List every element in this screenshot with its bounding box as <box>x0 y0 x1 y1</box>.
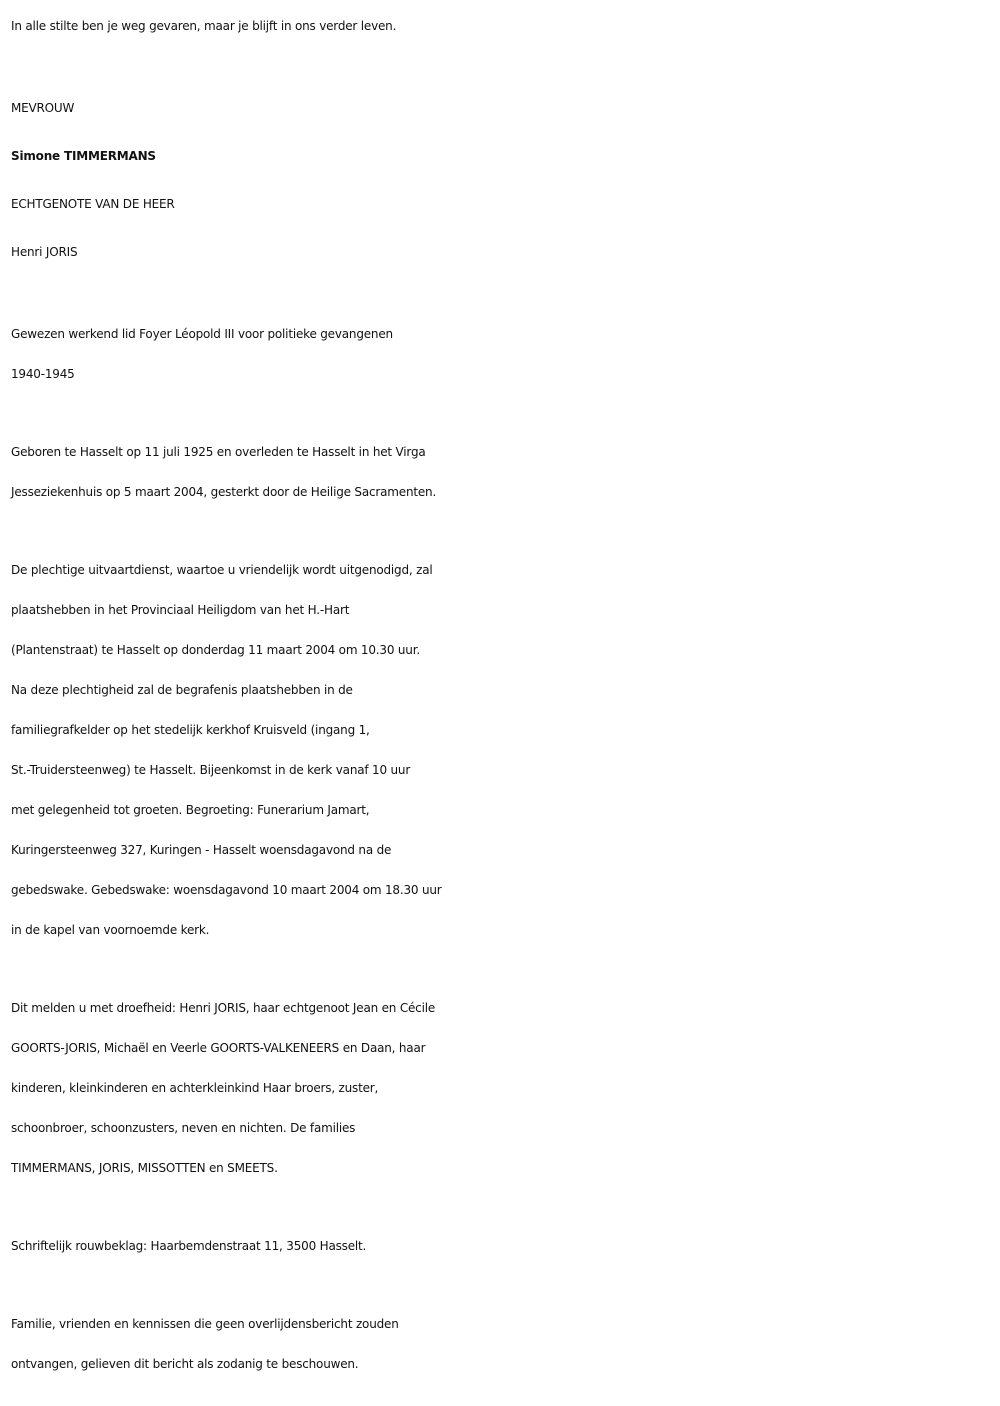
text-line: kinderen, kleinkinderen en achterkleinkind Haar broers, zuster, <box>11 1081 379 1095</box>
deceased-name: Simone TIMMERMANS <box>11 149 156 163</box>
text-line: Na deze plechtigheid zal de begrafenis plaatshebben in de <box>11 683 353 697</box>
mourners-paragraph <box>11 988 990 1188</box>
membership-paragraph <box>11 314 990 394</box>
text-line: ontvangen, gelieven dit bericht als zodanig te beschouwen. <box>11 1357 359 1371</box>
text-line: GOORTS-JORIS, Michaël en Veerle GOORTS-VALKENEERS en Daan, haar <box>11 1041 426 1055</box>
text-line: (Plantenstraat) te Hasselt op donderdag 11 maart 2004 om 10.30 uur. <box>11 643 420 657</box>
text-line: Familie, vrienden en kennissen die geen overlijdensbericht zouden <box>11 1317 399 1331</box>
text-line: Dit melden u met droefheid: Henri JORIS, haar echtgenoot Jean en Cécile <box>11 1001 436 1015</box>
closing-paragraph <box>11 1304 990 1384</box>
text-line: 1940-1945 <box>11 367 75 381</box>
text-line: gebedswake. Gebedswake: woensdagavond 10 maart 2004 om 18.30 uur <box>11 883 442 897</box>
deceased-header <box>11 84 990 276</box>
spouse-name: Henri JORIS <box>11 245 78 259</box>
condolence-paragraph <box>11 1226 990 1266</box>
text-line: Gewezen werkend lid Foyer Léopold III voor politieke gevangenen <box>11 327 393 341</box>
text-line: De plechtige uitvaartdienst, waartoe u vriendelijk wordt uitgenodigd, zal <box>11 563 433 577</box>
text-line: met gelegenheid tot groeten. Begroeting: Funerarium Jamart, <box>11 803 370 817</box>
intro-verse: In alle stilte ben je weg gevaren, maar je blijft in ons verder leven. <box>11 19 397 33</box>
funeral-paragraph <box>11 550 990 950</box>
text-line: plaatshebben in het Provinciaal Heiligdom van het H.-Hart <box>11 603 350 617</box>
text-line: TIMMERMANS, JORIS, MISSOTTEN en SMEETS. <box>11 1161 278 1175</box>
text-line: St.-Truidersteenweg) te Hasselt. Bijeenkomst in de kerk vanaf 10 uur <box>11 763 411 777</box>
text-line: familiegrafkelder op het stedelijk kerkhof Kruisveld (ingang 1, <box>11 723 370 737</box>
title-mevrouw: MEVROUW <box>11 101 75 115</box>
text-line: Jesseziekenhuis op 5 maart 2004, gesterkt door de Heilige Sacramenten. <box>11 485 437 499</box>
text-line: Schriftelijk rouwbeklag: Haarbemdenstraat 11, 3500 Hasselt. <box>11 1239 367 1253</box>
relation-line: ECHTGENOTE VAN DE HEER <box>11 197 175 211</box>
text-line: Kuringersteenweg 327, Kuringen - Hasselt woensdagavond na de <box>11 843 392 857</box>
birth-death-paragraph <box>11 432 990 512</box>
text-line: Geboren te Hasselt op 11 juli 1925 en overleden te Hasselt in het Virga <box>11 445 426 459</box>
text-line: schoonbroer, schoonzusters, neven en nichten. De families <box>11 1121 356 1135</box>
text-line: in de kapel van voornoemde kerk. <box>11 923 210 937</box>
